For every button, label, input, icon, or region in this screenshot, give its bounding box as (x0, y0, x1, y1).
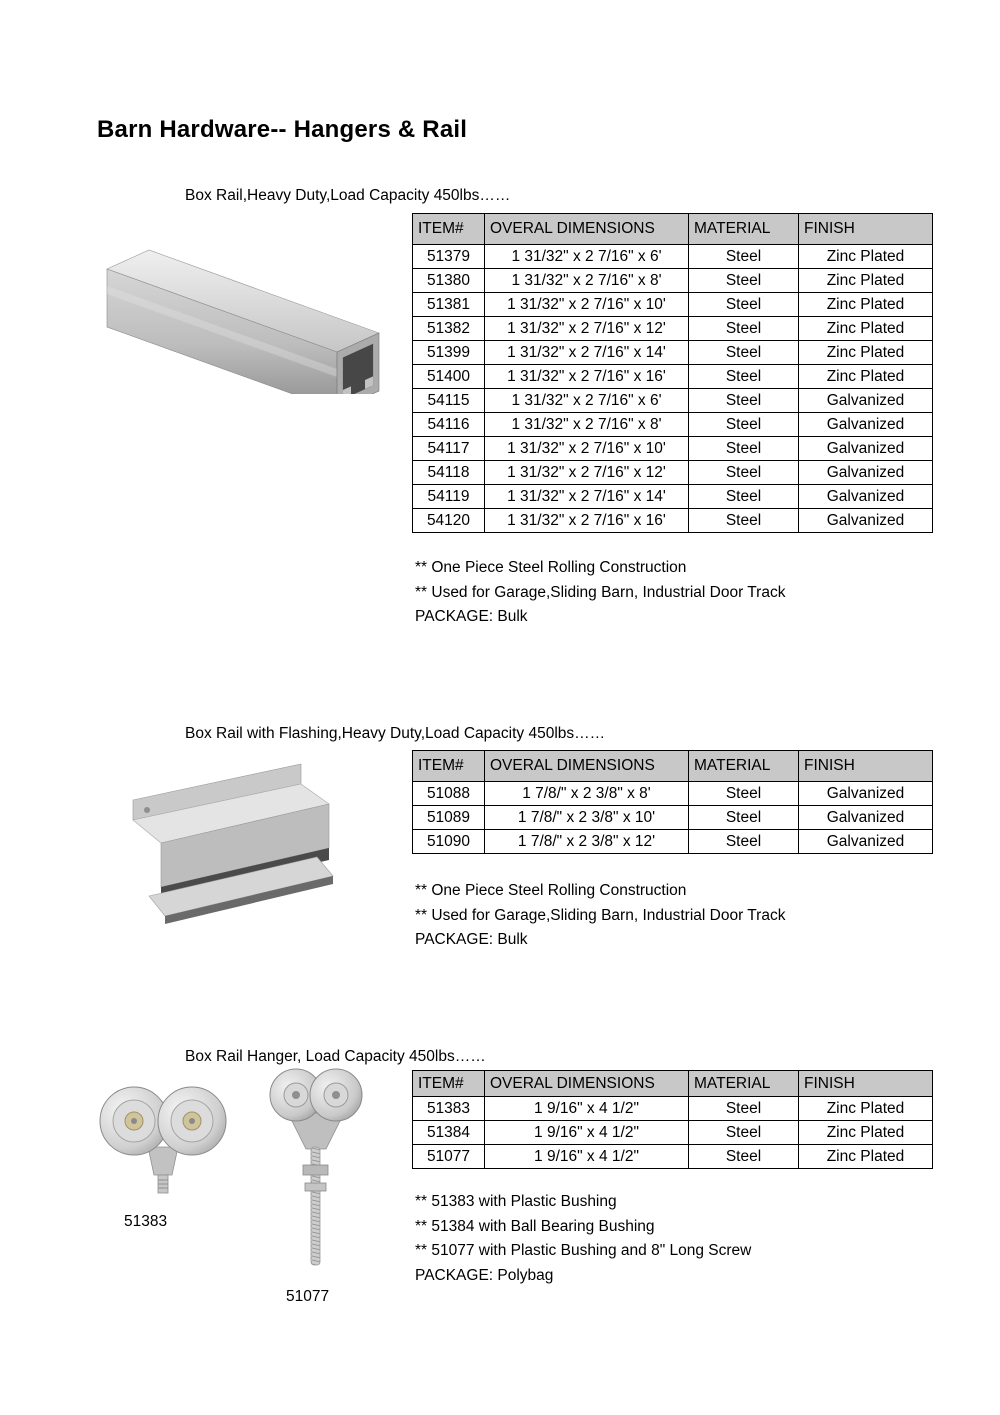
column-header: OVERAL DIMENSIONS (485, 751, 689, 782)
note-line: ** 51383 with Plastic Bushing (415, 1193, 617, 1210)
note-line: PACKAGE: Bulk (415, 931, 528, 948)
table-cell: 1 9/16" x 4 1/2" (485, 1145, 689, 1169)
table-cell: Zinc Plated (799, 1121, 933, 1145)
table-cell: Steel (689, 365, 799, 389)
table-cell: 51090 (413, 830, 485, 854)
header-row (413, 751, 933, 782)
table-row (413, 389, 933, 413)
table-cell: Steel (689, 389, 799, 413)
note-line: PACKAGE: Polybag (415, 1266, 554, 1284)
table-cell: 1 31/32" x 2 7/16" x 10' (485, 293, 689, 317)
table-cell: Galvanized (799, 389, 933, 413)
table-header (413, 1071, 933, 1097)
table-row (413, 317, 933, 341)
table-row (413, 269, 933, 293)
table-cell: 51077 (413, 1145, 485, 1169)
column-header: MATERIAL (689, 1071, 799, 1097)
table-cell: Zinc Plated (799, 293, 933, 317)
hanger-table (412, 1070, 933, 1169)
table-row (413, 806, 933, 830)
table-body (413, 1097, 933, 1169)
table-cell: Steel (689, 413, 799, 437)
table-cell: Galvanized (799, 782, 933, 806)
table-row (413, 341, 933, 365)
note-line: ** One Piece Steel Rolling Construction (415, 882, 687, 899)
table-cell: Zinc Plated (799, 317, 933, 341)
trolley-hanger-photo (88, 1073, 238, 1208)
flashing-rail-photo (105, 748, 335, 943)
section3-notes (415, 1190, 751, 1288)
table-cell: Zinc Plated (799, 341, 933, 365)
table-cell: 1 7/8/" x 2 3/8" x 8' (485, 782, 689, 806)
table-cell: Galvanized (799, 830, 933, 854)
table-cell: 51379 (413, 245, 485, 269)
column-header: OVERAL DIMENSIONS (485, 1071, 689, 1097)
column-header: FINISH (799, 1071, 933, 1097)
table-cell: 1 31/32" x 2 7/16" x 14' (485, 485, 689, 509)
note-line: ** One Piece Steel Rolling Construction (415, 559, 687, 576)
table-cell: Steel (689, 806, 799, 830)
hanger-label-51077: 51077 (286, 1288, 330, 1305)
table-row (413, 485, 933, 509)
box-rail-image (92, 224, 397, 394)
table-cell: 51381 (413, 293, 485, 317)
table-cell: Galvanized (799, 485, 933, 509)
table-cell: 1 7/8/" x 2 3/8" x 10' (485, 806, 689, 830)
table-cell: Galvanized (799, 413, 933, 437)
table-cell: 51089 (413, 806, 485, 830)
column-header: MATERIAL (689, 214, 799, 245)
table-cell: 54115 (413, 389, 485, 413)
table-cell: 54119 (413, 485, 485, 509)
table-cell: Steel (689, 485, 799, 509)
table-cell: 51088 (413, 782, 485, 806)
table-row (413, 782, 933, 806)
table-cell: Steel (689, 269, 799, 293)
note-line: ** Used for Garage,Sliding Barn, Industrial Door Track (415, 906, 786, 924)
table-cell: Steel (689, 245, 799, 269)
table-cell: Zinc Plated (799, 1097, 933, 1121)
table-cell: 51384 (413, 1121, 485, 1145)
table-cell: Galvanized (799, 437, 933, 461)
note-line: ** 51384 with Ball Bearing Bushing (415, 1217, 655, 1235)
note-line: ** 51077 with Plastic Bushing and 8" Long Screw (415, 1242, 752, 1259)
column-header: FINISH (799, 751, 933, 782)
table-cell: Zinc Plated (799, 1145, 933, 1169)
table-body (413, 245, 933, 533)
table-cell: 1 31/32" x 2 7/16" x 12' (485, 461, 689, 485)
flashing-rail-image (105, 748, 335, 943)
table-cell: 51380 (413, 269, 485, 293)
column-header: MATERIAL (689, 751, 799, 782)
flashing-rail-table (412, 750, 933, 854)
column-header: ITEM# (413, 751, 485, 782)
table-cell: Steel (689, 437, 799, 461)
table-cell: Zinc Plated (799, 245, 933, 269)
table-cell: Galvanized (799, 461, 933, 485)
table-row (413, 461, 933, 485)
column-header: OVERAL DIMENSIONS (485, 214, 689, 245)
table-cell: 1 7/8/" x 2 3/8" x 12' (485, 830, 689, 854)
table-row (413, 1097, 933, 1121)
table-row (413, 413, 933, 437)
table-cell: Zinc Plated (799, 365, 933, 389)
table-header (413, 751, 933, 782)
table-cell: 54118 (413, 461, 485, 485)
table-cell: 1 31/32" x 2 7/16" x 16' (485, 365, 689, 389)
note-line: PACKAGE: Bulk (415, 608, 528, 625)
table-row (413, 365, 933, 389)
box-rail-table (412, 213, 933, 533)
table-cell: 54120 (413, 509, 485, 533)
table-body (413, 782, 933, 854)
table-cell: 1 31/32" x 2 7/16" x 10' (485, 437, 689, 461)
column-header: ITEM# (413, 214, 485, 245)
table-cell: 1 31/32" x 2 7/16" x 6' (485, 389, 689, 413)
table-cell: Steel (689, 830, 799, 854)
table-cell: 1 31/32" x 2 7/16" x 16' (485, 509, 689, 533)
table-cell: Steel (689, 509, 799, 533)
table-cell: 54116 (413, 413, 485, 437)
table-cell: Steel (689, 1121, 799, 1145)
note-line: ** Used for Garage,Sliding Barn, Industrial Door Track (415, 583, 786, 601)
table-row (413, 245, 933, 269)
section2-notes (415, 879, 785, 953)
table-cell: Galvanized (799, 806, 933, 830)
table-cell: 51400 (413, 365, 485, 389)
table-cell: 51382 (413, 317, 485, 341)
table-cell: Zinc Plated (799, 269, 933, 293)
table-cell: 1 31/32" x 2 7/16" x 6' (485, 245, 689, 269)
trolley-hanger-image (88, 1073, 238, 1208)
table-cell: 54117 (413, 437, 485, 461)
table-cell: Steel (689, 341, 799, 365)
table-row (413, 830, 933, 854)
box-rail-photo (92, 224, 397, 394)
table-row (413, 509, 933, 533)
table-cell: Steel (689, 1097, 799, 1121)
section3-caption: Box Rail Hanger, Load Capacity 450lbs…… (185, 1048, 486, 1065)
table-cell: Steel (689, 293, 799, 317)
screw-hanger-image (258, 1063, 373, 1283)
table-row (413, 1121, 933, 1145)
table-cell: 1 9/16" x 4 1/2" (485, 1121, 689, 1145)
table-cell: 51383 (413, 1097, 485, 1121)
hanger-label-51383: 51383 (124, 1213, 168, 1230)
table-row (413, 1145, 933, 1169)
table-cell: Steel (689, 1145, 799, 1169)
column-header: FINISH (799, 214, 933, 245)
table-cell: 51399 (413, 341, 485, 365)
section2-caption: Box Rail with Flashing,Heavy Duty,Load Capacity 450lbs…… (185, 725, 606, 742)
table-row (413, 293, 933, 317)
table-cell: 1 31/32" x 2 7/16" x 8' (485, 413, 689, 437)
screw-hanger-photo (258, 1063, 373, 1283)
column-header: ITEM# (413, 1071, 485, 1097)
table-cell: 1 31/32" x 2 7/16" x 12' (485, 317, 689, 341)
table-cell: Steel (689, 461, 799, 485)
table-cell: Steel (689, 317, 799, 341)
table-cell: 1 31/32" x 2 7/16" x 14' (485, 341, 689, 365)
header-row (413, 1071, 933, 1097)
table-row (413, 437, 933, 461)
header-row (413, 214, 933, 245)
section1-caption: Box Rail,Heavy Duty,Load Capacity 450lbs…… (185, 187, 511, 204)
table-cell: 1 9/16" x 4 1/2" (485, 1097, 689, 1121)
table-cell: 1 31/32" x 2 7/16" x 8' (485, 269, 689, 293)
table-cell: Galvanized (799, 509, 933, 533)
table-header (413, 214, 933, 245)
page-title: Barn Hardware-- Hangers & Rail (97, 116, 468, 143)
table-cell: Steel (689, 782, 799, 806)
section1-notes (415, 556, 785, 630)
